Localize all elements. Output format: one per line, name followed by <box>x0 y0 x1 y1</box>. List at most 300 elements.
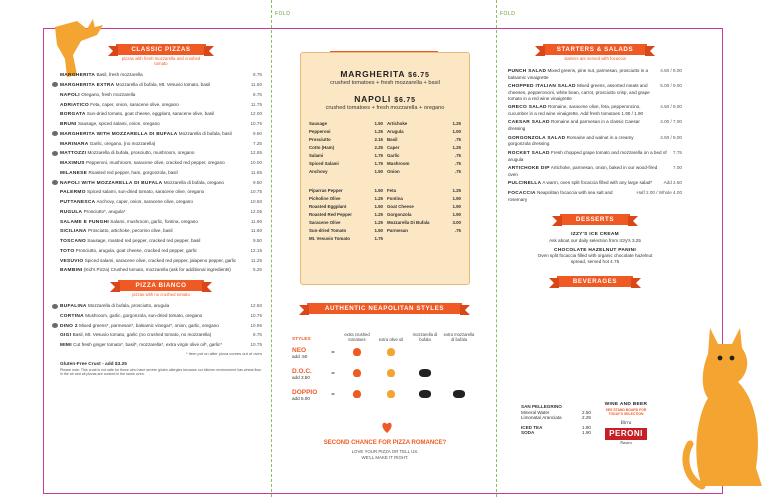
peroni-logo: PERONI <box>605 428 647 440</box>
topping-price: 1.90 <box>452 204 461 209</box>
topping-price: 1.75 <box>374 153 383 158</box>
topping-row <box>387 220 461 225</box>
chocolate-panini-name: CHOCOLATE HAZELNUT PANINI <box>554 247 636 253</box>
craft-your-own-card <box>300 52 470 285</box>
beverage-row <box>521 430 591 436</box>
menu-item-price: 8.75 <box>253 332 262 338</box>
menu-item-price: 11.90 <box>250 218 262 224</box>
beverages-title: BEVERAGES <box>557 276 633 287</box>
topping-row <box>309 236 383 241</box>
menu-item-name: GORGONZOLA SALAD <box>508 135 566 141</box>
menu-item-name: MIMI <box>60 343 72 349</box>
topping-name: Mozzarella Di Bufala <box>387 220 430 225</box>
menu-item-price: 5.25 <box>253 267 262 273</box>
topping-price: 1.00 <box>452 129 461 134</box>
style-add-price: add 5.00 <box>292 395 310 401</box>
menu-item-desc: Garlic, oregano, (no mozzarella) <box>89 140 156 146</box>
menu-item-row <box>508 119 682 131</box>
tomato-icon <box>353 390 361 398</box>
menu-item-price: 11.25 <box>250 257 262 263</box>
menu-item-desc: Roasted red pepper, ham, gorgonzola, basil <box>88 169 178 175</box>
equals-sign: = <box>331 391 335 398</box>
menu-item-price: 10.50 <box>250 199 262 205</box>
napoli-heading <box>301 94 469 104</box>
menu-item-row <box>60 189 262 196</box>
menu-item-desc: Cut fresh ginger tomato*, basil*, mozzarella*, extra virgin olive oil*, garlic* <box>73 342 222 348</box>
olive-oil-icon <box>387 390 395 398</box>
topping-price: 1.25 <box>374 196 383 201</box>
topping-price: 1.50 <box>374 169 383 174</box>
style-name: NEO <box>292 346 307 354</box>
menu-item-name: CAESAR SALAD <box>508 120 550 126</box>
topping-price: 1.90 <box>452 212 461 217</box>
menu-item-row <box>60 248 262 255</box>
menu-item-desc: Basil, Mt. Vesuvio tomato, garlic (no crushed tomato, no mozzarella) <box>72 332 212 338</box>
menu-item-desc: Romaine and walnut in a creamy gorgonzola dressing <box>508 134 634 147</box>
topping-row <box>309 145 383 150</box>
topping-name: Piparras Pepper <box>309 188 343 193</box>
menu-item-price: 7.75 <box>673 149 682 155</box>
menu-item-price: 12.15 <box>250 247 262 253</box>
topping-row <box>309 161 383 166</box>
topping-price: 1.25 <box>374 212 383 217</box>
style-add-price: add 3.50 <box>292 374 310 380</box>
menu-item-price: 10.75 <box>250 121 262 127</box>
menu-item-desc: Salami, mushroom, garlic, fontina, oregano <box>110 218 198 224</box>
menu-item-name: ROCKET SALAD <box>508 150 550 156</box>
starters-subtitle: starters are served with focaccia <box>564 56 626 61</box>
second-chance-line2: WE'LL MAKE IT RIGHT. <box>361 455 409 460</box>
menu-item-price: 11.50 <box>250 82 262 88</box>
menu-item-desc: Prosciutto, arugula, goat cheese, cracked red pepper, garlic <box>75 247 197 253</box>
menu-item-price: 12.00 <box>250 111 262 117</box>
izzys-ice-cream-desc: Ask about our daily selection from Izzy's 3.25 <box>549 238 641 244</box>
topping-price: 1.75 <box>374 161 383 166</box>
menu-item-desc: Mixed greens, assorted meats and cheeses, pepperoncini, white bean, carrot, prosciutto crisp, and grape tomato in a red wine vinaigrette <box>508 83 650 101</box>
menu-item-desc: Fresh chopped grape tomato and mozzarella on a bed of arugula <box>508 149 667 162</box>
topping-row <box>387 137 461 142</box>
menu-item-name: MATTOZZI <box>60 151 87 157</box>
menu-item-row <box>60 141 262 148</box>
menu-item-row <box>508 180 682 187</box>
menu-item-desc: Prosciutto*, arugula* <box>83 208 126 214</box>
topping-price: 1.25 <box>452 188 461 193</box>
menu-item-price: 4.00 / 7.00 <box>660 119 682 125</box>
menu-item-row <box>60 92 262 99</box>
topping-name: Prosciutto <box>309 137 331 142</box>
topping-price: 1.25 <box>452 121 461 126</box>
wine-beer-subtitle: SEE STAND BOARD FOR TODAY'S SELECTION <box>605 407 647 416</box>
menu-item-price: 4.50 / 8.00 <box>660 68 682 74</box>
topping-row <box>387 121 461 126</box>
menu-item-desc: Oregano, fresh mozzarella <box>81 91 136 97</box>
pizza-bianco-title: PIZZA BIANCO <box>118 280 204 291</box>
topping-name: Artichoke <box>387 121 408 126</box>
beverage-name: SODA <box>521 430 535 435</box>
menu-item-name: ADRIATICO <box>60 102 89 108</box>
topping-row <box>309 153 383 158</box>
menu-item-desc: Sausage, roasted red pepper, cracked red pepper, basil <box>87 238 201 244</box>
menu-item-row <box>508 68 682 80</box>
menu-item-price: 10.75 <box>250 189 262 195</box>
menu-item-row <box>508 83 682 101</box>
topping-name: Sausage <box>309 121 328 126</box>
topping-price: 1.25 <box>374 220 383 225</box>
menu-item-row <box>60 238 262 245</box>
topping-row <box>309 228 383 233</box>
menu-item-row <box>60 323 262 330</box>
gluten-free-text: Please note: This crust is not safe for those who have severe gluten allergies because our kitchen environment has wheat flour in the air and all pizzas are cooked in the same oven. <box>60 367 262 376</box>
margherita-name: MARGHERITA <box>340 69 405 79</box>
menu-item-name: BAMBINI <box>60 268 83 274</box>
topping-name: Parmesan <box>387 228 408 233</box>
topping-row <box>309 220 383 225</box>
menu-item-name: PUNCH SALAD <box>508 69 547 75</box>
topping-name: Anchovy <box>309 169 328 174</box>
topping-price: 1.50 <box>374 228 383 233</box>
menu-item-price: 11.60 <box>250 228 262 234</box>
topping-row <box>309 137 383 142</box>
menu-item-name: SALAME E FUNGHI <box>60 219 110 225</box>
topping-name: Fontina <box>387 196 403 201</box>
menu-item-name: GIGI <box>60 333 72 339</box>
menu-item-row <box>60 82 262 89</box>
menu-item-desc: Mozzarella di bufala, Mt. Vesuvio tomato, basil <box>115 82 211 88</box>
beverage-price: 2.50 <box>582 409 591 415</box>
menu-item-name: BORGATA <box>60 112 86 118</box>
menu-item-desc: Sun-dried tomato, goat cheese, eggplant, saracene olive, basil <box>86 111 215 117</box>
second-chance-line1: LOVE YOUR PIZZA OR TELL US. <box>351 449 419 454</box>
topping-price: .75 <box>454 161 461 166</box>
menu-item-price: 12.05 <box>250 208 262 214</box>
cat-illustration-icon <box>680 318 768 493</box>
toppings-column-right <box>387 121 461 244</box>
menu-item-name: SICILIANA <box>60 229 87 235</box>
beverage-price: 1.90 <box>582 424 591 430</box>
wine-beer-title: WINE AND BEER <box>604 402 648 407</box>
topping-name: Saracene Olive <box>309 220 341 225</box>
olive-oil-icon <box>387 348 395 356</box>
toppings-table <box>301 121 469 244</box>
menu-item-desc: Prosciutto, artichoke, pecorino olive, basil <box>87 228 173 234</box>
topping-price: 3.00 <box>452 220 461 225</box>
beverages-list <box>521 404 591 436</box>
topping-row <box>387 169 461 174</box>
menu-item-price: 7.00 <box>673 165 682 171</box>
buffalo-icon <box>453 390 465 398</box>
menu-item-price: 9.50 <box>253 130 262 136</box>
napoli-price: $6.75 <box>394 97 416 104</box>
topping-row <box>309 177 383 185</box>
style-row <box>292 384 477 405</box>
topping-name: Arugula <box>387 129 404 134</box>
topping-name: Spiced Salami <box>309 161 339 166</box>
pizza-bianco-subtitle: pizzas with no crushed tomato <box>132 292 190 298</box>
menu-item-row <box>60 228 262 235</box>
topping-row <box>387 212 461 217</box>
topping-row <box>309 212 383 217</box>
izzys-ice-cream-name: IZZY'S ICE CREAM <box>571 232 619 238</box>
menu-item-name: CORTINA <box>60 313 84 319</box>
topping-name: Gorgonzola <box>387 212 412 217</box>
topping-name: Sun-dried Tomato <box>309 228 347 233</box>
topping-row <box>309 169 383 174</box>
menu-item-row <box>60 72 262 79</box>
menu-item-row <box>60 313 262 320</box>
topping-row <box>309 188 383 193</box>
menu-item-name: MARGHERITA EXTRA <box>60 83 115 89</box>
topping-name: Mushroom <box>387 161 410 166</box>
header-extra-olive-oil: extra olive oil <box>378 337 404 342</box>
specialty-icon <box>52 304 58 309</box>
menu-item-row <box>508 104 682 116</box>
menu-item-name: VESUVIO <box>60 258 84 264</box>
classic-pizzas-list <box>60 72 262 274</box>
equals-sign: = <box>331 370 335 377</box>
beverage-price: 1.90 <box>582 430 591 435</box>
menu-item-row <box>508 150 682 162</box>
napoli-name: NAPOLI <box>354 94 392 104</box>
menu-item-row <box>60 209 262 216</box>
oven-note: * item put on after pizza comes out of oven <box>186 350 262 356</box>
menu-item-row <box>508 190 682 202</box>
menu-item-name: BRUNI <box>60 122 77 128</box>
menu-item-price: 12.50 <box>250 303 262 309</box>
menu-item-row <box>60 111 262 118</box>
topping-name: Basil <box>387 137 398 142</box>
menu-item-name: PUTTANESCA <box>60 200 96 206</box>
topping-name: Onion <box>387 169 400 174</box>
menu-item-price: 11.75 <box>250 101 262 107</box>
menu-item-row <box>60 258 262 265</box>
topping-row <box>387 145 461 150</box>
menu-item-desc: Feta, caper, onion, saracene olive, oregano <box>90 101 179 107</box>
topping-row <box>309 196 383 201</box>
menu-item-price: 4.50 / 8.00 <box>660 134 682 140</box>
topping-price: 1.25 <box>452 145 461 150</box>
topping-row <box>309 129 383 134</box>
menu-item-row <box>60 332 262 339</box>
menu-item-price: 10.75 <box>250 312 262 318</box>
menu-item-name: ARTICHOKE DIP <box>508 166 550 172</box>
menu-item-row <box>60 180 262 187</box>
topping-price: .75 <box>454 153 461 158</box>
menu-item-desc: Mozzarella di bufala, oregano <box>163 179 224 185</box>
style-name: DOPPIO <box>292 388 318 396</box>
napoli-desc: crushed tomatoes + fresh mozzarella + oregano <box>325 105 445 111</box>
menu-item-name: NAPOLI WITH MOZZARELLA DI BUFALA <box>60 180 163 186</box>
topping-name: Salami <box>309 153 324 158</box>
margherita-price: $6.75 <box>408 72 430 79</box>
starters-section <box>508 44 682 287</box>
menu-item-name: MILANESE <box>60 170 88 176</box>
classic-pizzas-title: CLASSIC PIZZAS <box>116 44 206 55</box>
menu-item-row <box>60 219 262 226</box>
menu-item-desc: Sausage, spiced salami, onion, oregano <box>77 121 160 127</box>
menu-item-price: 7.25 <box>253 140 262 146</box>
topping-row <box>309 204 383 209</box>
menu-item-name: MARINARA <box>60 141 89 147</box>
topping-price: .75 <box>454 137 461 142</box>
peroni-nastro: Nastro <box>619 439 633 445</box>
topping-price: 1.50 <box>374 204 383 209</box>
heart-tomato-icon <box>381 420 393 434</box>
menu-item-price: 9.50 <box>253 238 262 244</box>
beverage-name: Mineral Water <box>521 409 550 415</box>
topping-price: 1.50 <box>374 121 383 126</box>
menu-item-row <box>60 342 262 349</box>
menu-item-desc: Mozzarella di bufala, prosciutto, arugula <box>87 303 170 309</box>
fold-line-left <box>271 0 272 497</box>
classic-pizzas-subtitle: pizzas with fresh mozzarella and crushed tomato <box>121 56 201 67</box>
beverage-price: 2.25 <box>582 415 591 420</box>
header-extra-tomatoes: extra crushed tomatoes <box>344 332 370 342</box>
menu-item-price: 8.75 <box>253 91 262 97</box>
beverage-name: SAN PELLEGRINO <box>521 404 562 409</box>
menu-item-row <box>60 199 262 206</box>
menu-item-row <box>60 160 262 167</box>
menu-item-desc: Mushroom, garlic, gorgonzola, sun-dried tomato, oregano <box>85 312 203 318</box>
header-mozzarella-bufala: mozzarella di bufala <box>412 332 438 342</box>
buffalo-icon <box>419 390 431 398</box>
topping-price: 2.25 <box>374 145 383 150</box>
desserts-title: DESSERTS <box>560 214 630 225</box>
menu-item-name: PULCINELLA <box>508 181 542 187</box>
menu-item-desc: Romaine, saracene olive, feta, pepperoncino, cucumber in a red wine vinaigrette. Add fresh tomatoes 1.90 / 1.90 <box>508 104 644 116</box>
menu-item-price: 10.75 <box>250 342 262 348</box>
topping-name: Goat Cheese <box>387 204 414 209</box>
menu-item-name: FOCACCIA <box>508 191 536 197</box>
header-extra-mozzarella-bufala: extra mozzarella di bufala <box>443 332 475 342</box>
gluten-free-title: Gluten-Free Crust - add $3.25 <box>60 361 127 367</box>
menu-item-name: MAXIMUS <box>60 161 85 167</box>
topping-price: 1.75 <box>374 236 383 241</box>
menu-item-row <box>60 267 262 274</box>
menu-item-desc: (Kid's Pizza) Crushed tomato, mozzarella (ask for additional ingredients) <box>83 267 231 273</box>
topping-row <box>387 228 461 233</box>
topping-price: .75 <box>454 169 461 174</box>
topping-name: Cotto (Ham) <box>309 145 335 150</box>
menu-item-price: Half 2.00 / Whole 4.00 <box>636 190 682 196</box>
topping-row <box>387 196 461 201</box>
buffalo-icon <box>419 369 431 377</box>
menu-item-row <box>60 121 262 128</box>
starters-list <box>508 68 682 202</box>
fold-label-left: FOLD <box>275 11 291 17</box>
style-row <box>292 363 477 384</box>
menu-item-name: BUFALINA <box>60 304 87 310</box>
peroni-birra: Birra <box>620 420 632 426</box>
menu-item-price: 9.50 <box>253 179 262 185</box>
styles-table <box>292 322 477 405</box>
menu-item-price: Add 2.50 <box>663 180 682 186</box>
specialty-icon <box>52 151 58 156</box>
style-rows <box>292 342 477 405</box>
topping-price: 2.15 <box>374 137 383 142</box>
menu-item-name: PALERMO <box>60 190 86 196</box>
toppings-column-left <box>309 121 383 244</box>
tomato-icon <box>353 369 361 377</box>
chocolate-panini-desc: Oven split focaccia filled with organic chocolate hazelnut spread, served hot 4.75 <box>537 253 653 264</box>
olive-oil-icon <box>387 369 395 377</box>
menu-item-row <box>60 131 262 138</box>
menu-item-desc: Mozzarella di bufala, prosciutto, mushroom, oregano <box>87 150 195 156</box>
menu-item-name: RUGULA <box>60 209 83 215</box>
specialty-icon <box>52 323 58 328</box>
topping-name: Mt. Vesuvio Tomato <box>309 236 350 241</box>
neapolitan-styles-title: AUTHENTIC NEAPOLITAN STYLES <box>307 303 462 314</box>
menu-item-name: MARGHERITA WITH MOZZARELLA DI BUFALA <box>60 131 178 137</box>
topping-row <box>387 129 461 134</box>
menu-item-name: MARGHERITA <box>60 73 96 79</box>
menu-item-row <box>508 165 682 177</box>
menu-item-row <box>508 135 682 147</box>
specialty-icon <box>52 180 58 185</box>
starters-title: STARTERS & SALADS <box>543 44 647 55</box>
topping-name: Picholine Olive <box>309 196 341 201</box>
menu-item-price: 5.00 / 9.00 <box>660 83 682 89</box>
beverage-name: ICED TEA <box>521 424 543 430</box>
topping-name: Feta <box>387 188 397 193</box>
menu-item-desc: Mozzarella di bufala, basil <box>178 130 232 136</box>
menu-item-price: 10.00 <box>250 160 262 166</box>
menu-item-name: TOSCANO <box>60 239 86 245</box>
beverage-name: Limonata/ Aranciata <box>521 415 562 420</box>
topping-row <box>387 204 461 209</box>
menu-item-price: 11.65 <box>250 169 262 175</box>
tomato-icon <box>353 348 361 356</box>
fold-line-right <box>496 0 497 497</box>
topping-price: 1.90 <box>452 196 461 201</box>
menu-item-desc: Neapolitan focaccia with sea salt and rosemary <box>508 190 613 202</box>
menu-item-price: 4.50 / 8.00 <box>660 104 682 110</box>
style-name: D.O.C. <box>292 367 312 375</box>
menu-item-name: TOTO <box>60 248 75 254</box>
styles-label: STYLES <box>292 337 311 342</box>
margherita-desc: crushed tomatoes + fresh mozzarella + basil <box>330 80 440 86</box>
menu-item-desc: Romaine and parmesan in a classic Caesar dressing <box>508 119 640 132</box>
style-row <box>292 342 477 363</box>
menu-item-row <box>60 150 262 157</box>
menu-item-desc: Spiced salami, sun-dried tomato, saracene olive, oregano <box>87 189 205 195</box>
menu-item-row <box>60 102 262 109</box>
menu-item-desc: Anchovy, caper, onion, saracene olive, oregano <box>96 199 193 205</box>
menu-item-row <box>60 170 262 177</box>
menu-item-price: 10.95 <box>250 322 262 328</box>
topping-row <box>309 121 383 126</box>
wine-beer-block <box>598 402 654 445</box>
menu-item-desc: Artichoke, parmesan, onion, baked in our wood-fired oven <box>508 165 658 177</box>
margherita-heading <box>301 69 469 79</box>
topping-price: 1.25 <box>374 129 383 134</box>
menu-item-desc: Mixed greens, pine nut, parmesan, prosciutto in a balsamic vinaigrette <box>508 68 649 80</box>
menu-item-name: NAPOLI <box>60 92 80 98</box>
topping-name: Roasted Red Pepper <box>309 212 352 217</box>
topping-name: Caper <box>387 145 400 150</box>
topping-name: Roasted Eggplant <box>309 204 347 209</box>
topping-name: Pepperoni <box>309 129 331 134</box>
fold-label-right: FOLD <box>500 11 516 17</box>
menu-item-name: GRECO SALAD <box>508 105 547 111</box>
menu-item-desc: Pepperoni, mushroom, saracene olive, cracked red pepper, oregano <box>86 160 225 166</box>
menu-item-row <box>60 303 262 310</box>
style-add-price: add .50 <box>292 353 308 359</box>
pizza-bianco-list <box>60 303 262 349</box>
menu-item-name: DINO 2 <box>60 323 78 329</box>
menu-item-desc: Mixed greens*, parmesan*, balsamic vinegar*, onion, garlic, oregano <box>79 322 219 328</box>
menu-item-desc: Basil, fresh mozzarella <box>96 72 143 78</box>
equals-sign: = <box>331 349 335 356</box>
